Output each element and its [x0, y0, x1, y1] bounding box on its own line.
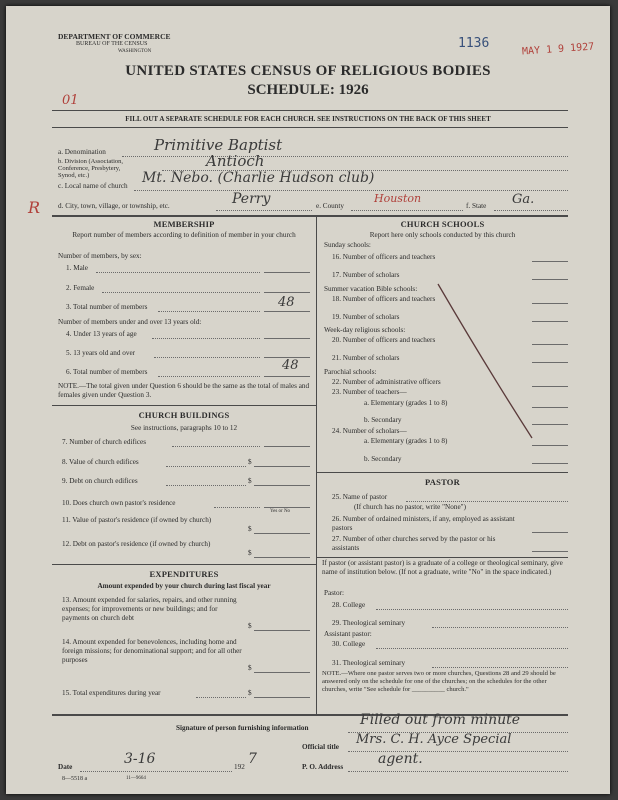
q30-label: 30. College — [332, 640, 366, 648]
q24a-answer-line[interactable] — [532, 445, 568, 446]
q3-label: 3. Total number of members — [66, 303, 148, 311]
bureau-label: BUREAU OF THE CENSUS — [76, 41, 148, 47]
q23a-label: a. Elementary (grades 1 to 8) — [364, 399, 448, 407]
membership-intro: Report number of members according to definition of member in your church — [72, 231, 296, 239]
rule — [317, 557, 568, 558]
q1-answer-line[interactable] — [264, 272, 310, 273]
q28-line[interactable] — [376, 609, 568, 610]
q29-line[interactable] — [432, 627, 568, 628]
q15-answer-line[interactable] — [254, 697, 310, 698]
q14-dollar: $ — [248, 664, 252, 672]
q16-label: 16. Number of officers and teachers — [332, 253, 436, 261]
q24b-label: b. Secondary — [364, 455, 402, 463]
schools-intro: Report here only schools conducted by this church — [369, 231, 516, 239]
q17-answer-line[interactable] — [532, 279, 568, 280]
pastor-note: NOTE.—Where one pastor serves two or more churches, Questions 28 and 29 should be answered only on the schedule for one of the churches; on the schedules for the other churches, write "See schedule for __________ church." — [322, 670, 556, 693]
date-value: 3-16 — [124, 751, 156, 767]
official-title-label: Official title — [302, 743, 339, 751]
q10-answer-line[interactable] — [264, 507, 310, 508]
po-address-line[interactable] — [348, 771, 568, 772]
q3-answer-line[interactable] — [264, 311, 310, 312]
city-value: Perry — [232, 191, 271, 207]
q9-dollar: $ — [248, 477, 252, 485]
q25-label: 25. Name of pastor — [332, 493, 388, 501]
q11-label: 11. Value of pastor's residence (if owned by church) — [62, 516, 212, 524]
column-divider — [316, 215, 317, 715]
q15-leader — [196, 697, 246, 698]
q3-leader — [158, 311, 260, 312]
q12-label: 12. Debt on pastor's residence (if owned by church) — [62, 540, 211, 548]
state-value: Ga. — [512, 192, 535, 207]
church-name-line — [134, 190, 568, 191]
q19-label: 19. Number of scholars — [332, 313, 400, 321]
schools-title: CHURCH SCHOOLS — [400, 219, 485, 229]
county-label: e. County — [316, 202, 344, 210]
form-number: 1136 — [458, 36, 490, 51]
weekday-label: Week-day religious schools: — [324, 326, 406, 334]
q25-line[interactable] — [406, 501, 568, 502]
q14-label: 14. Amount expended for benevolences, including home and foreign missions; for denominational support; and for all other purposes — [62, 638, 242, 664]
state-line — [494, 210, 568, 211]
q5-label: 5. 13 years old and over — [66, 349, 136, 357]
year-value: 7 — [248, 751, 257, 767]
q31-line[interactable] — [432, 667, 568, 668]
q6-answer-line[interactable] — [264, 376, 310, 377]
q6-leader — [158, 376, 260, 377]
q27-label: 27. Number of other churches served by the pastor or his assistants — [332, 535, 496, 552]
q13-label: 13. Amount expended for salaries, repairs, and other running expenses; for improvements or new buildings; and for payments on church debt — [62, 596, 237, 622]
q6-label: 6. Total number of members — [66, 368, 148, 376]
q19-answer-line[interactable] — [532, 321, 568, 322]
q17-label: 17. Number of scholars — [332, 271, 400, 279]
division-label: b. Division (Association, Conference, Presbytery, Synod, etc.) — [58, 158, 123, 179]
q29-label: 29. Theological seminary — [332, 619, 406, 627]
by-age-label: Number of members under and over 13 years old: — [58, 318, 202, 326]
q4-label: 4. Under 13 years of age — [66, 330, 137, 338]
church-name-label: c. Local name of church — [58, 182, 128, 190]
q18-answer-line[interactable] — [532, 303, 568, 304]
q10-label: 10. Does church own pastor's residence — [62, 499, 176, 507]
q21-label: 21. Number of scholars — [332, 354, 400, 362]
q7-label: 7. Number of church edifices — [62, 438, 147, 446]
official-title-value: Mrs. C. H. Ayce Special — [356, 732, 512, 747]
q15-label: 15. Total expenditures during year — [62, 689, 161, 697]
q24-label: 24. Number of scholars— — [332, 427, 407, 435]
pastor-title: PASTOR — [425, 477, 460, 487]
q12-dollar: $ — [248, 549, 252, 557]
print-code: 11—9664 — [126, 776, 146, 781]
dept-label: DEPARTMENT OF COMMERCE — [58, 32, 171, 41]
q24a-label: a. Elementary (grades 1 to 8) — [364, 437, 448, 445]
q23-label: 23. Number of teachers— — [332, 388, 407, 396]
signature-label: Signature of person furnishing information — [176, 724, 309, 732]
q9-leader — [166, 485, 246, 486]
q28-label: 28. College — [332, 601, 366, 609]
po-address-value: agent. — [378, 751, 423, 767]
red-mark-r: R — [28, 198, 41, 217]
parochial-label: Parochial schools: — [324, 368, 377, 376]
po-address-label: P. O. Address — [302, 763, 344, 771]
q8-answer-line[interactable] — [254, 466, 310, 467]
signature-value: Filled out from minute — [360, 712, 521, 728]
q9-answer-line[interactable] — [254, 485, 310, 486]
membership-note: NOTE.—The total given under Question 6 should be the same as the total of males and females given under Question 3. — [58, 382, 310, 399]
city-label: d. City, town, village, or township, etc. — [58, 202, 170, 210]
q18-label: 18. Number of officers and teachers — [332, 295, 436, 303]
graduate-note: If pastor (or assistant pastor) is a graduate of a college or theological seminary, give name of institution below. (If not a graduate, write "No" in the space indicated.) — [322, 559, 563, 576]
q23b-label: b. Secondary — [364, 416, 402, 424]
county-value: Houston — [374, 192, 422, 205]
q20-label: 20. Number of officers and teachers — [332, 336, 436, 344]
q26-answer-line[interactable] — [532, 532, 568, 533]
q1-label: 1. Male — [66, 264, 88, 272]
by-sex-label: Number of members, by sex: — [58, 252, 142, 260]
q15-dollar: $ — [248, 689, 252, 697]
rule — [52, 127, 568, 128]
city-label: WASHINGTON — [118, 49, 152, 54]
q3-value: 48 — [278, 295, 295, 310]
church-name-value: Mt. Nebo. (Charlie Hudson club) — [142, 170, 375, 186]
q30-line[interactable] — [376, 648, 568, 649]
pastor-sub-label: Pastor: — [324, 589, 344, 597]
date-label: Date — [58, 763, 73, 771]
q23b-answer-line[interactable] — [532, 424, 568, 425]
q10-leader — [214, 507, 260, 508]
q24b-answer-line[interactable] — [532, 463, 568, 464]
q16-answer-line[interactable] — [532, 261, 568, 262]
q11-answer-line[interactable] — [254, 533, 310, 534]
q2-leader — [102, 292, 260, 293]
form-title: UNITED STATES CENSUS OF RELIGIOUS BODIES — [125, 63, 491, 79]
q2-label: 2. Female — [66, 284, 95, 292]
q25-note: (If church has no pastor, write "None") — [354, 503, 466, 511]
membership-title: MEMBERSHIP — [153, 219, 215, 229]
q23a-answer-line[interactable] — [532, 407, 568, 408]
rule — [52, 215, 568, 217]
census-schedule-sheet — [6, 6, 610, 794]
expenditures-intro: Amount expended by your church during last fiscal year — [97, 582, 271, 590]
q5-leader — [154, 357, 260, 358]
city-line — [216, 210, 312, 211]
q1-leader — [96, 272, 260, 273]
assistant-sub-label: Assistant pastor: — [324, 630, 372, 638]
strike-through-mark — [436, 282, 536, 442]
q12-answer-line[interactable] — [254, 557, 310, 558]
denomination-value: Primitive Baptist — [154, 136, 283, 154]
yes-no-hint: Yes or No — [270, 509, 291, 514]
q13-dollar: $ — [248, 622, 252, 630]
q13-answer-line[interactable] — [254, 630, 310, 631]
buildings-intro: See instructions, paragraphs 10 to 12 — [130, 424, 238, 432]
q14-answer-line[interactable] — [254, 672, 310, 673]
q8-leader — [166, 466, 246, 467]
q27-answer-line[interactable] — [532, 551, 568, 552]
form-code: 8—5518 a — [62, 776, 88, 782]
q7-leader — [172, 446, 260, 447]
q26-label: 26. Number of ordained ministers, if any, employed as assistant pastors — [332, 515, 515, 532]
q11-dollar: $ — [248, 525, 252, 533]
year-prefix: 192 — [234, 763, 245, 771]
red-mark-01: 01 — [62, 93, 79, 108]
q22-label: 22. Number of administrative officers — [332, 378, 441, 386]
q21-answer-line[interactable] — [532, 362, 568, 363]
rule — [52, 405, 316, 406]
q9-label: 9. Debt on church edifices — [62, 477, 138, 485]
q2-answer-line[interactable] — [264, 292, 310, 293]
summer-label: Summer vacation Bible schools: — [324, 285, 418, 293]
q8-dollar: $ — [248, 458, 252, 466]
county-line — [351, 210, 463, 211]
rule — [317, 472, 568, 473]
schedule-title: SCHEDULE: 1926 — [247, 82, 369, 98]
sunday-label: Sunday schools: — [324, 241, 371, 249]
denomination-line — [122, 156, 568, 157]
q8-label: 8. Value of church edifices — [62, 458, 139, 466]
expenditures-title: EXPENDITURES — [149, 569, 219, 579]
state-label: f. State — [466, 202, 487, 210]
q7-answer-line[interactable] — [264, 446, 310, 447]
division-value: Antioch — [206, 152, 265, 170]
received-stamp: MAY 1 9 1927 — [521, 41, 595, 58]
q20-answer-line[interactable] — [532, 344, 568, 345]
buildings-title: CHURCH BUILDINGS — [138, 410, 230, 420]
q4-leader — [152, 338, 260, 339]
q4-answer-line[interactable] — [264, 338, 310, 339]
q31-label: 31. Theological seminary — [332, 659, 406, 667]
q22-answer-line[interactable] — [532, 386, 568, 387]
q6-value: 48 — [282, 358, 299, 373]
rule — [52, 110, 568, 111]
instruction-banner: FILL OUT A SEPARATE SCHEDULE FOR EACH CHURCH. SEE INSTRUCTIONS ON THE BACK OF THIS SHEET — [125, 115, 491, 123]
denomination-label: a. Denomination — [58, 148, 106, 156]
date-line[interactable] — [80, 771, 232, 772]
rule — [52, 564, 316, 565]
